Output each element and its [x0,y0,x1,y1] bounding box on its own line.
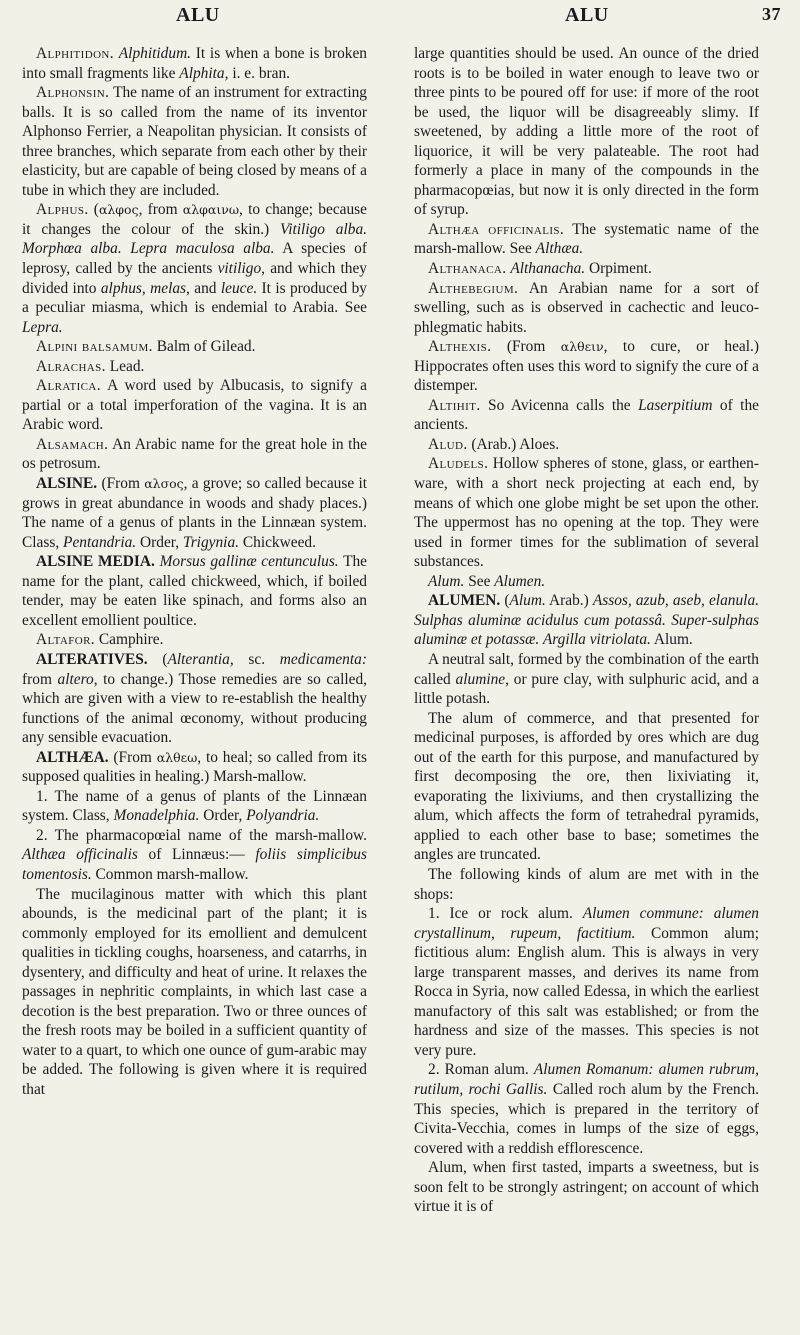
dictionary-entry [414,904,759,1060]
dictionary-entry [414,396,759,435]
entry-text: 1. Ice or rock alum. [428,905,583,923]
dictionary-entry [414,572,759,592]
entry-text: A word used by Albucasis, to signify a partial or a total imperforation of the vagina. It is an Arabic word. [22,377,367,434]
dictionary-entry [22,885,367,1100]
entry-text: sc. [233,650,280,668]
dictionary-entry [22,474,367,552]
entry-text: The mucilaginous matter with which this plant abounds, is the medicinal part of the plant; it is commonly employed for its emollient and demulcent qualities in tickling coughs, hoarseness, and catarrhs, in dysentery, and difficulty and heat of urine. It relaxes the passages in nephritic complaints, in which last case a decotion is the best preparation. Two or three ounces of the fresh roots may be boiled in a sufficient quantity of water to a quart, to which one ounce of gum-arabic may be added. The following is given where it is required that [22,885,367,1098]
entry-text: or pure clay, with sulphuric acid, and a little potash. [414,670,760,708]
entry-headword: Althebegium. [428,279,519,297]
dictionary-entry [414,279,759,338]
entry-text: The systematic name of the marsh-mallow. See [414,220,759,258]
entry-text: The name of an instrument for extracting balls. It is so called from the name of its inventor Alphonso Ferrier, a Neapolitan physician. It consists of three branches, which separate from each other by their elasticity, but are capable of being closed by means of a tube in which they are included. [22,84,367,199]
entry-text: i. e. bran. [228,64,291,82]
entry-text: Chickweed. [239,533,316,551]
entry-text: of the ancients. [414,396,759,434]
entry-headword: Alratica. [36,377,102,395]
entry-text: from [22,670,58,688]
greek-term: αλφαινω [182,202,240,218]
entry-text: , to heal; so called from its supposed qualities in healing.) Marsh-mallow. [22,748,367,786]
entry-headword: Althæa officinalis. [428,220,565,238]
entry-text: large quantities should be used. An ounce of the dried roots is to be boiled in water enough to leave two or three pints to be poured off for use: if more of the root be used, the liquor will be disagreeably slimy. If sweetened, by adding a little more of the root of liquorice, it will be very palateable. The root had formerly a place in many of the compounds in the pharmacopœias, but now it is only directed in the form of syrup. [414,45,759,219]
entry-headword: ALUMEN. [428,592,501,610]
entry-text: , to change; because it changes the colour of the skin.) [22,201,367,238]
entry-text: An Arabic name for the great hole in the os petrosum. [22,435,367,473]
italic-term: Assos, azub, aseb, elanula. Sulphas aluminæ acidulus cum potassâ. Super-sulphas aluminæ et potassæ. Argilla vitriolata. [414,592,759,649]
dictionary-entry [414,1060,759,1158]
italic-term: Althanacha. [510,260,586,278]
entry-text: (From [491,338,561,356]
entry-text: to change.) Those remedies are so called, which are given with a view to re-establish the healthy functions of the animal œconomy, without producing any sensible evacuation. [22,670,368,747]
dictionary-entry [22,630,367,650]
italic-term: Laserpitium [638,396,713,414]
entry-text: of Linnæus:— [137,846,256,864]
italic-term: medicamenta: [279,650,367,668]
entry-text: ( [88,201,99,219]
dictionary-entry [414,1158,759,1217]
greek-term: αλφος [98,202,139,218]
italic-term: foliis simplicibus tomentosis. [22,846,367,883]
entry-text: See [464,572,495,590]
entry-text: The alum of commerce, and that presented for medicinal purposes, is afforded by ores which are dug out of the earth for this purpose, and manufactured by first decomposing the ore, then lixiviating it, evaporating the lixiviums, and then crystallizing the alum, which affects the form of tetrahedral pyramids, applied to each other base to base; sometimes the angles are truncated. [414,709,759,864]
greek-term: αλθεω [156,749,198,765]
entry-headword: ALTHÆA. [36,748,109,766]
entry-headword: Alsamach. [36,435,109,453]
entry-text: A neutral salt, formed by the combination of the earth called [414,650,759,688]
dictionary-entry [414,709,759,865]
entry-headword: ALTERATIVES. [36,650,148,668]
entry-text: The name for the plant, called chickweed, which, if boiled tender, may be eaten like spinach, and forms also an excellent emollient poultice. [22,553,368,629]
italic-term: Alterantia, [167,650,234,668]
running-head-right: ALU [565,4,609,26]
dictionary-entry [22,826,367,885]
italic-term: leuce. [220,279,258,297]
italic-term: Alum. [428,572,465,590]
entry-text: The following kinds of alum are met with in the shops: [414,865,759,903]
italic-term: Alumen commune: alumen crystallinum, rupeum, factitium. [414,905,760,942]
entry-text: and [189,279,221,297]
entry-text: (From [97,475,145,493]
entry-text: ( [147,650,168,668]
dictionary-entry [22,83,367,200]
entry-text: Camphire. [95,631,164,649]
entry-text: 1. The name of a genus of plants of the Linnæan system. Class, [22,787,367,825]
entry-headword: Alphus. [36,201,89,219]
entry-text: So Avicenna calls the [480,396,639,414]
italic-term: Alumen. [494,572,546,590]
dictionary-entry [22,357,367,377]
dictionary-entry [22,376,367,435]
italic-term: Lepra. [22,318,63,336]
italic-term: Alumen Romanum: alumen rubrum, rutilum, rochi Gallis. [414,1061,759,1098]
entry-text: A species of leprosy, called by the ancients [22,240,367,278]
running-head-left: ALU [176,4,220,26]
entry-headword: ALSINE MEDIA. [36,553,155,571]
entry-text: Arab.) [545,592,593,610]
entry-headword: Alphonsin. [36,84,110,102]
entry-headword: Aludels. [428,455,489,473]
entry-text: Called roch alum by the French. This species, which is prepared in the territory of Civita-Vecchia, comes in lumps of the size of eggs, covered with a reddish efflorescence. [414,1080,759,1157]
entry-text: 2. Roman alum. [428,1061,534,1079]
dictionary-entry [414,865,759,904]
dictionary-entry [414,220,759,259]
entry-headword: Alpini balsamum. [36,338,153,356]
entry-headword: Alphitidon. [36,45,115,62]
entry-text: Hollow spheres of stone, glass, or earthen-ware, with a short neck projecting at each end, by means of which one globe might be set upon the other. The uppermost has no opening at the top. They were used in former times for the sublimation of several substances. [414,455,759,571]
entry-text: It is when a bone is broken into small fragments like [22,45,367,82]
entry-text: An Arabian name for a sort of swelling, such as is observed in cachectic and leuco-phlegmatic habits. [414,279,759,336]
entry-headword: Alud. [428,435,468,453]
italic-term: alphus, melas, [100,279,190,297]
italic-term: Morsus gallinæ centunculus. [159,553,339,571]
dictionary-entry [22,650,367,748]
dictionary-entry [22,200,367,337]
entry-text: Alum, when first tasted, imparts a sweetness, but is soon felt to be strongly astringent; on account of which virtue it is of [414,1159,759,1216]
italic-term: Alum. [509,592,546,610]
entry-text: Lead. [105,357,145,375]
dictionary-entry [414,650,759,709]
dictionary-entry [414,259,759,279]
dictionary-entry [22,337,367,357]
right-column [414,44,759,1217]
entry-headword: Althanaca. [428,260,507,278]
entry-text: Alum. [650,631,693,649]
dictionary-entry [22,552,367,630]
italic-term: Pentandria. [63,533,137,551]
entry-headword: Alrachas. [36,357,106,375]
entry-text: , from [138,201,183,219]
entry-text: Common marsh-mallow. [91,865,249,883]
italic-term: Monadelphia. [113,807,200,825]
greek-term: αλσος [144,476,184,492]
entry-text: Order, [136,533,183,551]
entry-text: , and which they divided into [22,260,367,297]
entry-text: (Arab.) Aloes. [467,435,560,453]
italic-term: Althæa officinalis [22,846,138,864]
italic-term: Polyandria. [246,807,320,825]
entry-text: Balm of Gilead. [152,338,256,356]
entry-text: , to cure, or heal.) Hippocrates often uses this word to signify the cure of a distemper. [414,338,759,395]
entry-headword: Althexis. [428,338,492,356]
dictionary-entry [414,337,759,396]
entry-headword: Altafor. [36,631,96,649]
left-column [22,44,367,1100]
dictionary-entry [414,591,759,650]
entry-text: Order, [199,807,247,825]
entry-text: Orpiment. [585,260,652,278]
dictionary-entry [414,435,759,455]
dictionary-entry [414,44,759,220]
entry-text: ( [500,592,510,610]
dictionary-entry [22,44,367,83]
dictionary-entry [22,435,367,474]
italic-term: alumine, [455,670,509,688]
greek-term: αλθειν [560,339,604,355]
entry-headword: Altihit. [428,396,481,414]
entry-text: (From [108,748,157,766]
entry-text: Common alum; fictitious alum: English alum. This is always in very large transparent masses, and derives its name from Rocca in Syria, now called Edessa, in which the earliest manufactory of this salt was established; or from the hardness and size of the masses. This species is not very pure. [414,924,759,1059]
italic-term: Trigynia. [182,533,240,551]
entry-text: 2. The pharmacopœial name of the marsh-mallow. [36,826,367,844]
entry-text: , a grove; so called because it grows in great abundance in woods and shady places.) The name of a genus of plants in the Linnæan system. Class, [22,475,367,551]
italic-term: Vitiligo alba. Morphœa alba. Lepra maculosa alba. [22,220,367,258]
italic-term: Althæa. [535,240,584,258]
entry-text: It is produced by a peculiar miasma, which is endemial to Arabia. See [22,279,368,317]
page-number: 37 [762,4,781,24]
dictionary-entry [22,748,367,787]
italic-term: vitiligo [217,260,262,278]
entry-headword: ALSINE. [36,475,98,493]
italic-term: Alphita, [179,64,229,82]
dictionary-entry [22,787,367,826]
italic-term: altero, [57,670,98,688]
dictionary-entry [414,454,759,571]
italic-term: Alphitidum. [118,45,192,62]
